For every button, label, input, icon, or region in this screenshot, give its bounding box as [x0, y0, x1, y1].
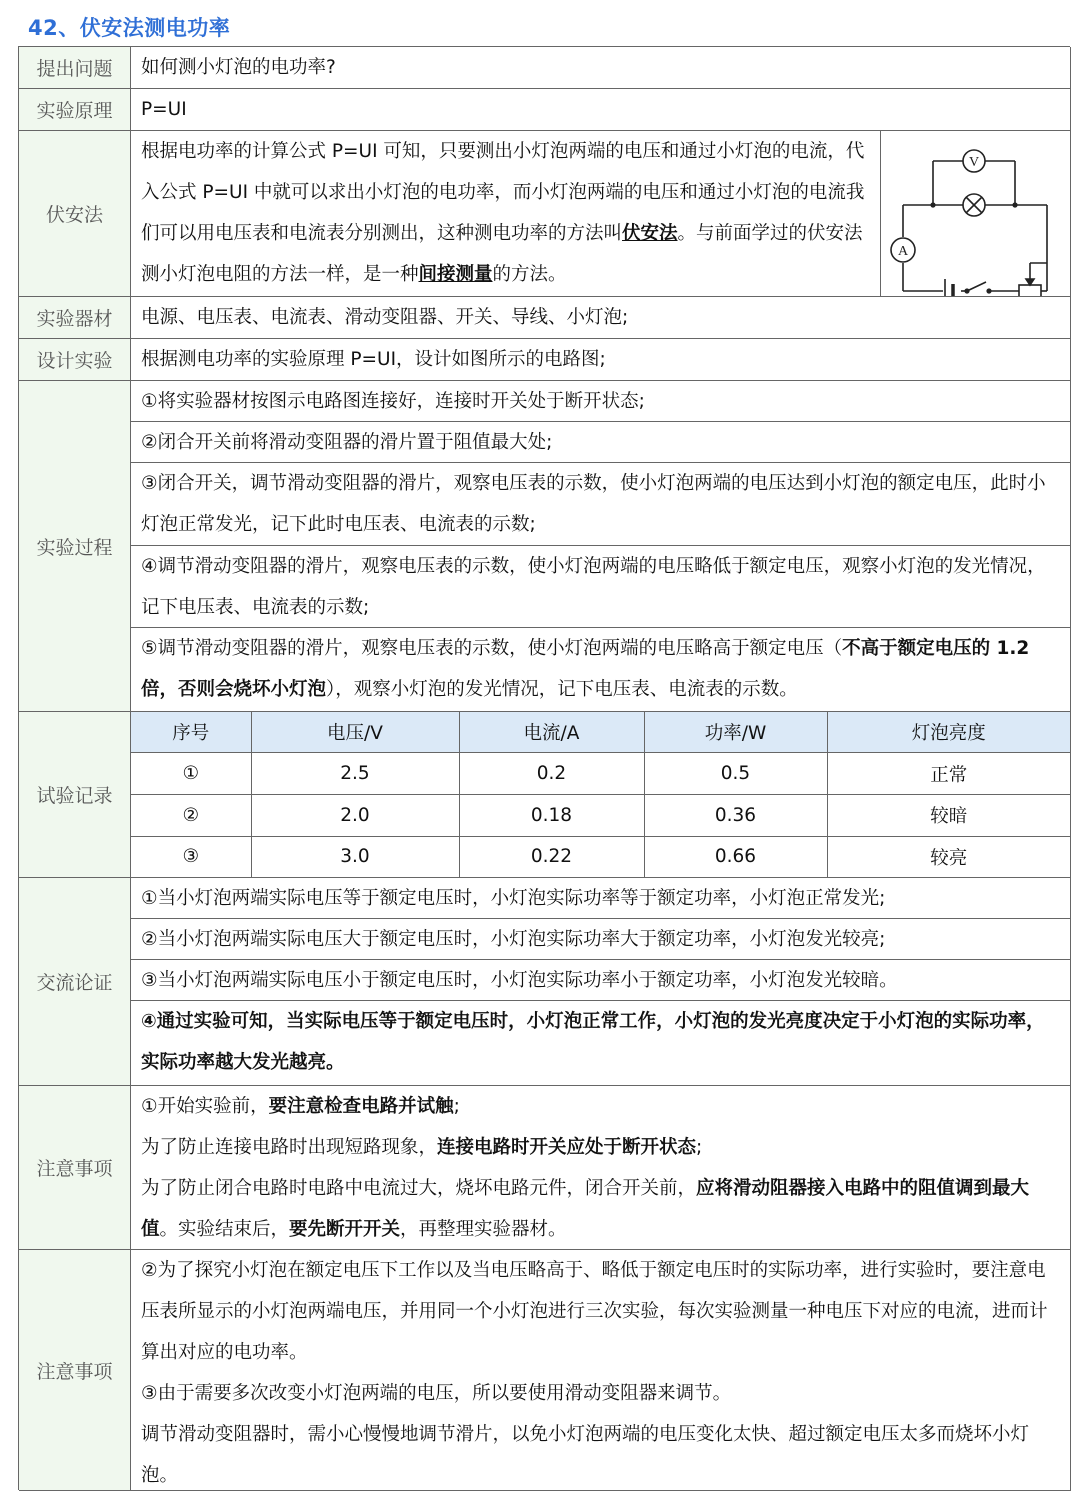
- note-1: [141, 1086, 1060, 1127]
- label-design: 设计实验: [19, 339, 131, 381]
- notes-2-cell: [131, 1250, 1071, 1491]
- label-record: 试验记录: [19, 712, 131, 878]
- discussion-cell: [131, 878, 1071, 1086]
- note-3-part1: 为了防止闭合电路时电路中电流过大，烧坏电路元件，闭合开关前，: [141, 1178, 697, 1199]
- conclusion-4: ④通过实验可知，当实际电压等于额定电压时，小灯泡正常工作，小灯泡的发光亮度决定于小灯泡的实际功率，实际功率越大发光越亮。: [141, 1011, 1045, 1073]
- note-3: [141, 1168, 1060, 1250]
- label-voltammetry: 伏安法: [19, 131, 131, 297]
- note-3-bold2: 要先断开开关: [289, 1219, 401, 1240]
- header-power: 功率/W: [644, 712, 827, 753]
- label-notes-2: 注意事项: [19, 1250, 131, 1491]
- voltammetry-text: [131, 131, 881, 296]
- principle-text: P=UI: [131, 89, 1071, 131]
- cell-current: 0.2: [459, 753, 644, 795]
- cell-brightness: 正常: [827, 753, 1070, 795]
- svg-text:V: V: [968, 155, 980, 170]
- cell-power: 0.66: [644, 836, 827, 877]
- note-3-part2: 。实验结束后，: [159, 1219, 290, 1240]
- note-2-end: ;: [696, 1137, 703, 1158]
- procedure-step-5-part2: ），观察小灯泡的发光情况，记下电压表、电流表的示数。: [326, 679, 798, 700]
- lamp-icon: [963, 194, 985, 216]
- voltammetry-cell: [131, 131, 1071, 297]
- voltammetry-text-part3: 的方法。: [492, 264, 567, 285]
- label-question: 提出问题: [19, 47, 131, 89]
- cell-current: 0.22: [459, 836, 644, 877]
- circuit-diagram: [881, 131, 1070, 296]
- table-row: [131, 794, 1070, 836]
- record-header-row: [131, 712, 1070, 753]
- notes-1-cell: [131, 1086, 1071, 1250]
- procedure-step-2: ②闭合开关前将滑动变阻器的滑片置于阻值最大处;: [131, 422, 1070, 463]
- note-3-bold1: 应将滑动阻器接入电路中的阻值调到最大值: [141, 1178, 1030, 1240]
- label-notes-1: 注意事项: [19, 1086, 131, 1250]
- note-1-end: ;: [453, 1096, 460, 1117]
- cell-power: 0.36: [644, 794, 827, 836]
- procedure-step-3: ③闭合开关，调节滑动变阻器的滑片，观察电压表的示数，使小灯泡两端的电压达到小灯泡的额定电压，此时小灯泡正常发光，记下此时电压表、电流表的示数;: [131, 463, 1070, 546]
- note-4: ②为了探究小灯泡在额定电压下工作以及当电压略高于、略低于额定电压时的实际功率，进行实验时，要注意电压表所显示的小灯泡两端电压，并用同一个小灯泡进行三次实验，每次实验测量一种电压下对应的电流，进而计算出对应的电功率。: [141, 1260, 1048, 1363]
- circuit-diagram-svg: [881, 131, 1069, 297]
- record-table: [131, 712, 1070, 877]
- header-brightness: 灯泡亮度: [827, 712, 1070, 753]
- voltammetry-text-part1: 根据电功率的计算公式 P=UI 可知，只要测出小灯泡两端的电压和通过小灯泡的电流，代入公式 P=UI 中就可以求出小灯泡的电功率，而小灯泡两端的电压和通过小灯泡的电流我们可以用电压表和电流表分别测出，这种测电功率的方法叫: [141, 141, 865, 244]
- header-current: 电流/A: [459, 712, 644, 753]
- note-1-bold: 要注意检查电路并试触: [268, 1096, 454, 1117]
- cell-current: 0.18: [459, 794, 644, 836]
- term-indirect-measurement: 间接测量: [418, 264, 493, 285]
- voltammetry-text-part2: 。与前面学过的伏安法测小灯泡电阻的方法一样，是一种: [141, 223, 863, 285]
- page-title: 42、伏安法测电功率: [28, 16, 231, 40]
- note-1-part1: ①开始实验前，: [141, 1096, 269, 1117]
- switch-icon: [965, 282, 991, 293]
- cell-index: ①: [131, 753, 251, 795]
- procedure-step-5-part1: ⑤调节滑动变阻器的滑片，观察电压表的示数，使小灯泡两端的电压略高于额定电压（: [141, 638, 843, 659]
- rheostat-icon: [1019, 263, 1047, 297]
- cell-brightness: 较暗: [827, 794, 1070, 836]
- note-6: 调节滑动变阻器时，需小心慢慢地调节滑片，以免小灯泡两端的电压变化太快、超过额定电压太多而烧坏小灯泡。: [141, 1424, 1030, 1486]
- header-voltage: 电压/V: [251, 712, 459, 753]
- cell-index: ③: [131, 836, 251, 877]
- label-discussion: 交流论证: [19, 878, 131, 1086]
- table-row: [131, 836, 1070, 877]
- note-3-end: ，再整理实验器材。: [400, 1219, 567, 1240]
- note-2-bold: 连接电路时开关应处于断开状态: [437, 1137, 697, 1158]
- label-principle: 实验原理: [19, 89, 131, 131]
- conclusion-1: ①当小灯泡两端实际电压等于额定电压时，小灯泡实际功率等于额定功率，小灯泡正常发光;: [131, 878, 1070, 919]
- svg-text:A: A: [897, 244, 909, 259]
- question-text: 如何测小灯泡的电功率?: [131, 47, 1071, 89]
- table-row: [131, 753, 1070, 795]
- label-equipment: 实验器材: [19, 297, 131, 339]
- conclusion-3: ③当小灯泡两端实际电压小于额定电压时，小灯泡实际功率小于额定功率，小灯泡发光较暗。: [131, 960, 1070, 1001]
- procedure-step-5: [131, 628, 1070, 711]
- cell-power: 0.5: [644, 753, 827, 795]
- note-2: [141, 1127, 1060, 1168]
- term-voltammetry: 伏安法: [622, 223, 678, 244]
- voltmeter-icon: [963, 150, 985, 172]
- cell-voltage: 2.5: [251, 753, 459, 795]
- note-2-part1: 为了防止连接电路时出现短路现象，: [141, 1137, 438, 1158]
- procedure-step-4: ④调节滑动变阻器的滑片，观察电压表的示数，使小灯泡两端的电压略低于额定电压，观察小灯泡的发光情况，记下电压表、电流表的示数;: [131, 546, 1070, 628]
- record-cell: [131, 712, 1071, 878]
- note-5: ③由于需要多次改变小灯泡两端的电压，所以要使用滑动变阻器来调节。: [141, 1383, 732, 1404]
- procedure-step-1: ①将实验器材按图示电路图连接好，连接时开关处于断开状态;: [131, 381, 1070, 422]
- cell-brightness: 较亮: [827, 836, 1070, 877]
- experiment-table: [18, 46, 1070, 1490]
- equipment-text: 电源、电压表、电流表、滑动变阻器、开关、导线、小灯泡;: [131, 297, 1071, 339]
- design-text: 根据测电功率的实验原理 P=UI，设计如图所示的电路图;: [131, 339, 1071, 381]
- procedure-cell: [131, 381, 1071, 712]
- cell-voltage: 3.0: [251, 836, 459, 877]
- conclusion-2: ②当小灯泡两端实际电压大于额定电压时，小灯泡实际功率大于额定功率，小灯泡发光较亮;: [131, 919, 1070, 960]
- ammeter-icon: [891, 238, 915, 262]
- procedure-step-5-warning: 不高于额定电压的 1.2 倍，否则会烧坏小灯泡: [141, 638, 1030, 700]
- battery-icon: [945, 279, 953, 297]
- cell-voltage: 2.0: [251, 794, 459, 836]
- label-procedure: 实验过程: [19, 381, 131, 712]
- cell-index: ②: [131, 794, 251, 836]
- header-index: 序号: [131, 712, 251, 753]
